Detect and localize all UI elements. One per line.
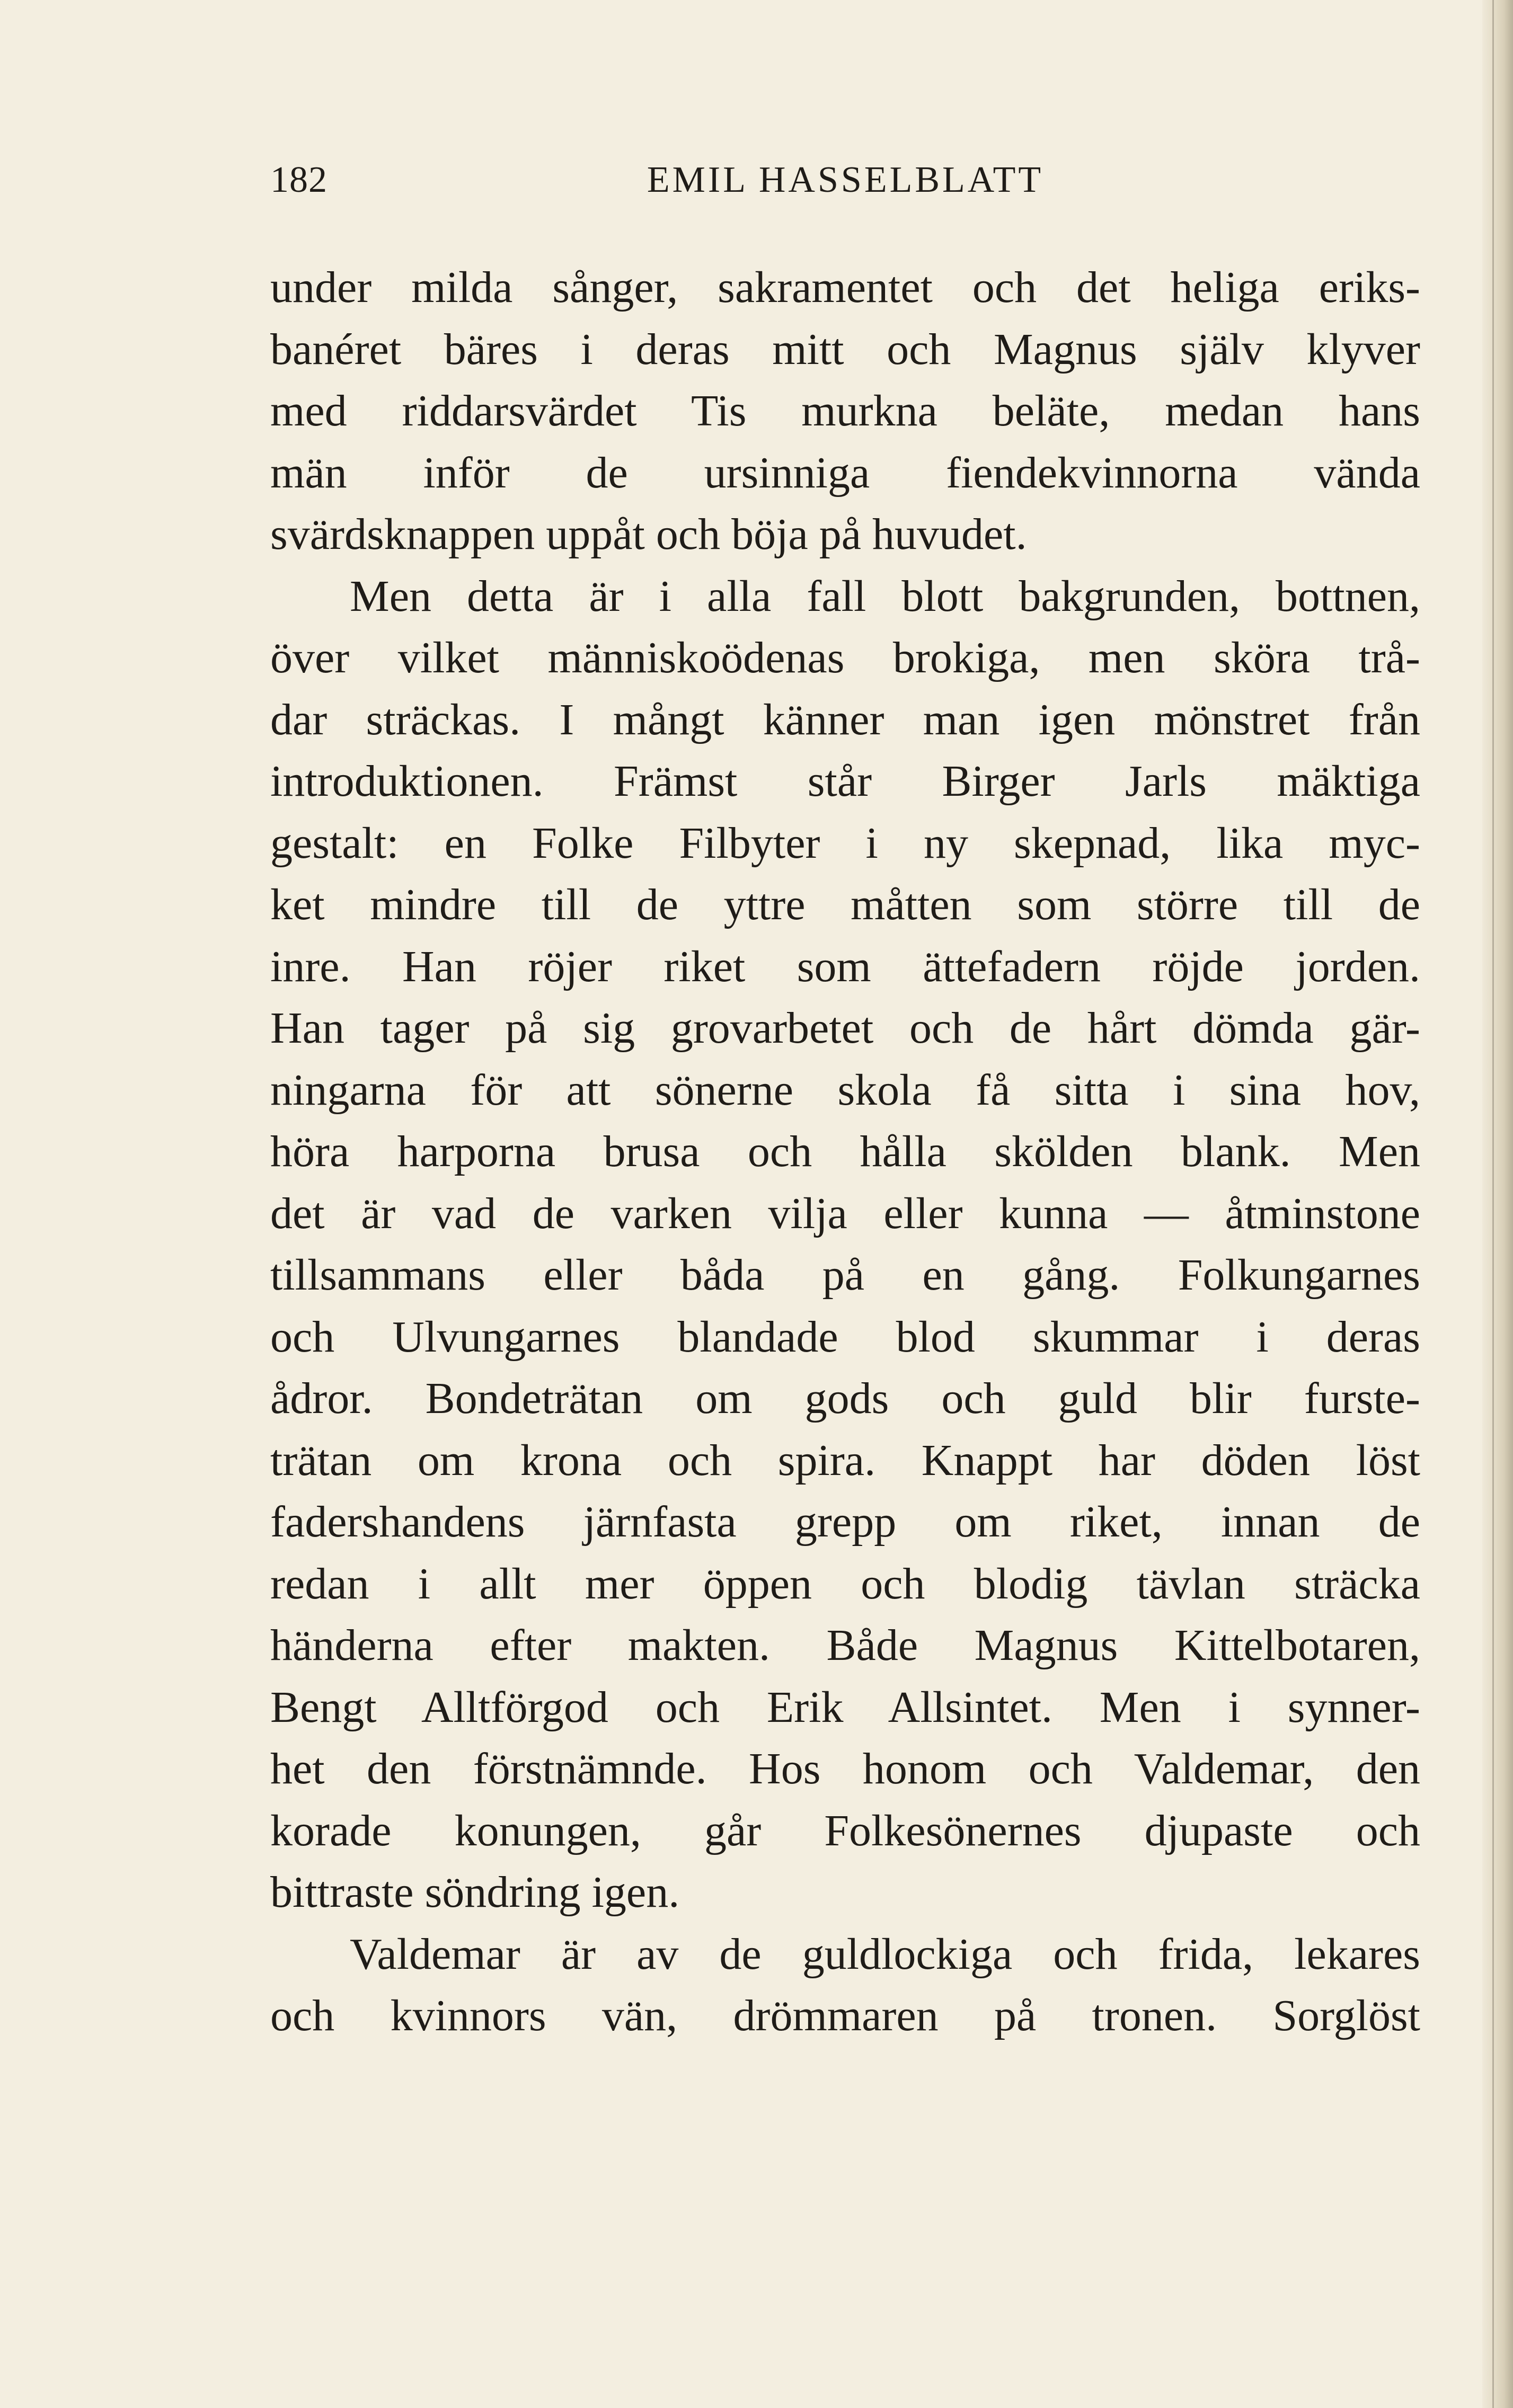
text-line: Han tager på sig grovarbetet och de hårt dömda gär- (270, 1003, 1420, 1053)
text-line: redan i allt mer öppen och blodig tävlan sträcka (270, 1559, 1420, 1609)
text-line: ket mindre till de yttre måtten som större till de (270, 880, 1420, 929)
page-edge-line (1492, 0, 1494, 2408)
text-line: med riddarsvärdet Tis murkna beläte, medan hans (270, 386, 1420, 436)
text-line: och kvinnors vän, drömmaren på tronen. Sorglöst (270, 1991, 1420, 2040)
page-number: 182 (270, 159, 328, 200)
text-line: gestalt: en Folke Filbyter i ny skepnad, lika myc- (270, 818, 1420, 868)
text-line: män inför de ursinniga fiendekvinnorna vända (270, 448, 1420, 497)
text-line: banéret bäres i deras mitt och Magnus själv klyver (270, 324, 1420, 374)
text-line: introduktionen. Främst står Birger Jarls mäktiga (270, 757, 1420, 806)
text-line: inre. Han röjer riket som ättefadern röjde jorden. (270, 941, 1420, 991)
text-line: Men detta är i alla fall blott bakgrunden, bottnen, (350, 571, 1420, 621)
body-text (270, 257, 1420, 2047)
text-line: korade konungen, går Folkesönernes djupaste och (270, 1806, 1420, 1855)
text-line: dar sträckas. I mångt känner man igen mönstret från (270, 695, 1420, 744)
text-line: det är vad de varken vilja eller kunna — åtminstone (270, 1188, 1420, 1238)
text-line: tillsammans eller båda på en gång. Folkungarnes (270, 1250, 1420, 1300)
text-line: bittraste söndring igen. (270, 1868, 680, 1917)
text-line: trätan om krona och spira. Knappt har döden löst (270, 1435, 1420, 1485)
page-edge (1482, 0, 1513, 2408)
page-header (270, 159, 1420, 201)
text-line: över vilket människoödenas brokiga, men sköra trå- (270, 633, 1420, 682)
text-line: under milda sånger, sakramentet och det heliga eriks- (270, 263, 1420, 312)
text-line: Bengt Alltförgod och Erik Allsintet. Men i synner- (270, 1682, 1420, 1732)
text-line: Valdemar är av de guldlockiga och frida, lekares (350, 1929, 1420, 1979)
text-line: och Ulvungarnes blandade blod skummar i deras (270, 1312, 1420, 1362)
text-line: ådror. Bondeträtan om gods och guld blir furste- (270, 1374, 1420, 1423)
text-line: svärdsknappen uppåt och böja på huvudet. (270, 510, 1027, 559)
text-line: höra harporna brusa och hålla skölden blank. Men (270, 1127, 1420, 1176)
text-line: ningarna för att sönerne skola få sitta i sina hov, (270, 1065, 1420, 1115)
text-line: händerna efter makten. Både Magnus Kittelbotaren, (270, 1621, 1420, 1670)
text-line: fadershandens järnfasta grepp om riket, innan de (270, 1497, 1420, 1547)
text-line: het den förstnämnde. Hos honom och Valdemar, den (270, 1744, 1420, 1793)
running-head: EMIL HASSELBLATT (647, 159, 1044, 200)
